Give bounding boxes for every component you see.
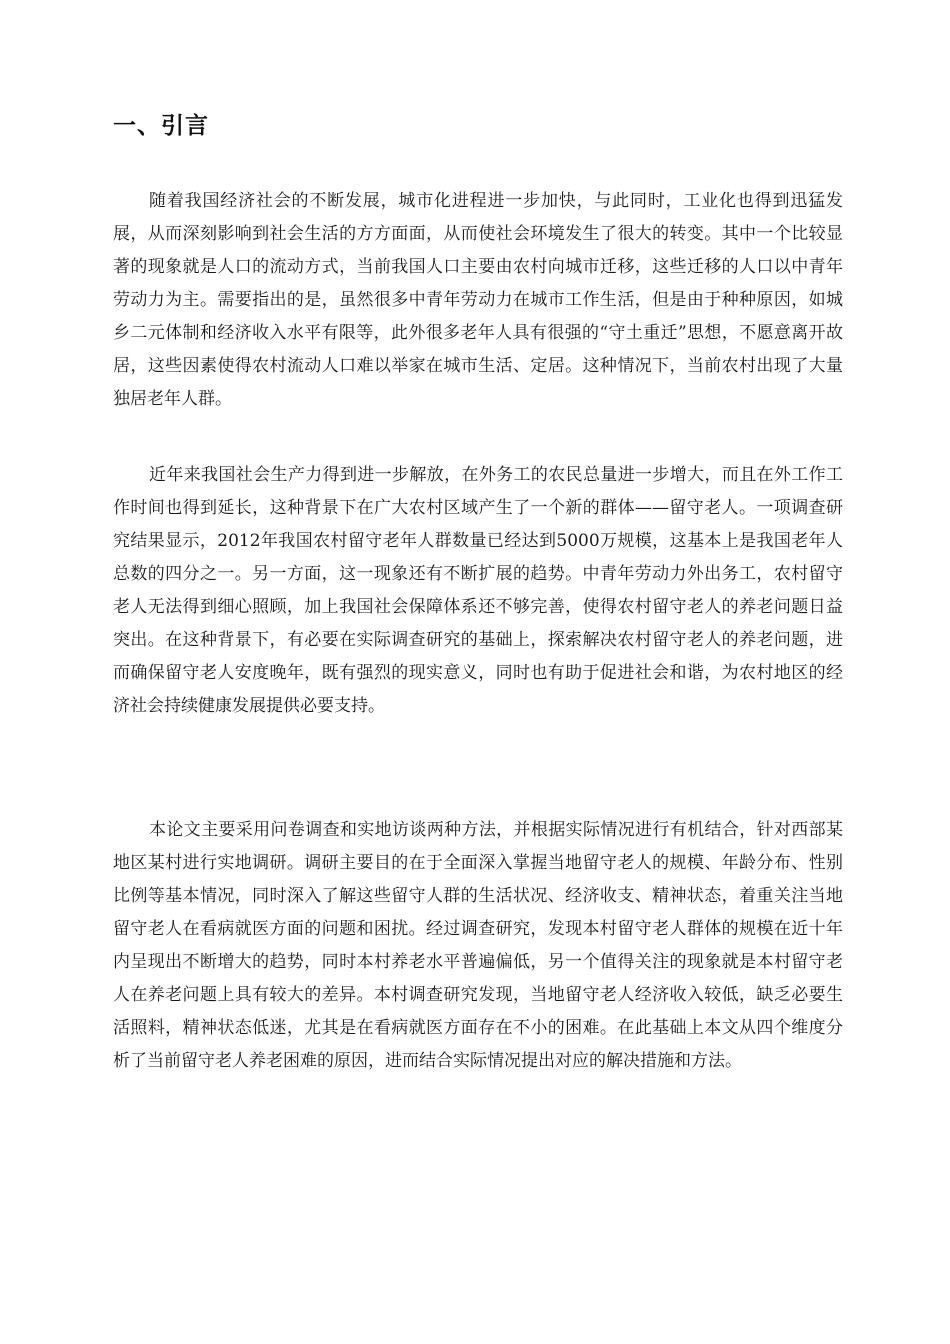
paragraph-background: 随着我国经济社会的不断发展，城市化进程进一步加快，与此同时，工业化也得到迅猛发展，从而深刻影响到社会生活的方方面面，从而使社会环境发生了很大的转变。其中一个比较显著的现象就是人口的流动方式，当前我国人口主要由农村向城市迁移，这些迁移的人口以中青年劳动力为主。需要指出的是，虽然很多中青年劳动力在城市工作生活，但是由于种种原因，如城乡二元体制和经济收入水平有限等，此外很多老年人具有很强的“守土重迁”思想，不愿意离开故居，这些因素使得农村流动人口难以举家在城市生活、定居。这种情况下，当前农村出现了大量独居老年人群。 <box>113 191 843 409</box>
paragraph-methodology: 本论文主要采用问卷调查和实地访谈两种方法，并根据实际情况进行有机结合，针对西部某地区某村进行实地调研。调研主要目的在于全面深入掌握当地留守老人的规模、年龄分布、性别比例等基本情况，同时深入了解这些留守人群的生活状况、经济收支、精神状态，着重关注当地留守老人在看病就医方面的问题和困扰。经过调查研究，发现本村留守老人群体的规模在近十年内呈现出不断增大的趋势，同时本村养老水平普遍偏低，另一个值得关注的现象就是本村留守老人在养老问题上具有较大的差异。本村调查研究发现，当地留守老人经济收入较低，缺乏必要生活照料，精神状态低迷，尤其是在看病就医方面存在不小的困难。在此基础上本文从四个维度分析了当前留守老人养老困难的原因，进而结合实际情况提出对应的解决措施和方法。 <box>113 820 843 1071</box>
paragraph-left-behind-elderly: 近年来我国社会生产力得到进一步解放，在外务工的农民总量进一步增大，而且在外工作工作时间也得到延长，这种背景下在广大农村区域产生了一个新的群体——留守老人。一项调查研究结果显示，2012年我国农村留守老年人群数量已经达到5000万规模，这基本上是我国老年人总数的四分之一。另一方面，这一现象还有不断扩展的趋势。中青年劳动力外出务工，农村留守老人无法得到细心照顾，加上我国社会保障体系还不够完善，使得农村留守老人的养老问题日益突出。在这种背景下，有必要在实际调查研究的基础上，探索解决农村留守老人的养老问题，进而确保留守老人安度晚年，既有强烈的现实意义，同时也有助于促进社会和谐，为农村地区的经济社会持续健康发展提供必要支持。 <box>113 465 843 716</box>
section-heading: 一、引言 <box>113 113 209 139</box>
